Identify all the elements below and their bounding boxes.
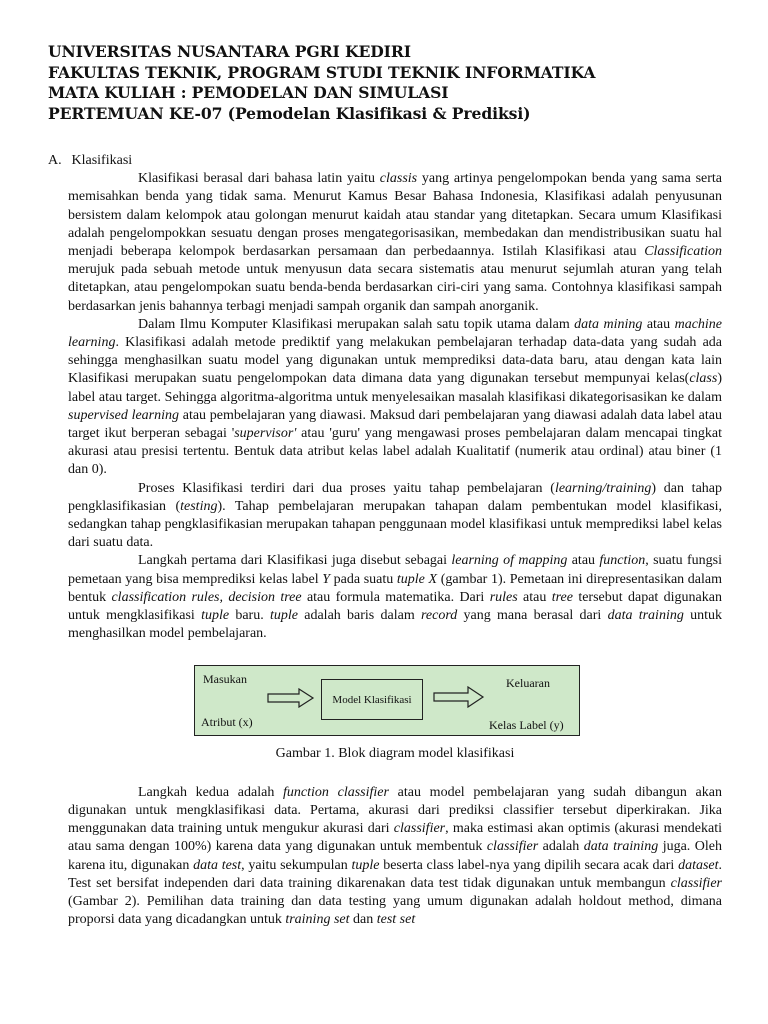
- paragraph-1: Klasifikasi berasal dari bahasa latin yaitu classis yang artinya pengelompokan benda yang sama serta memisahkan benda yang tidak sama. Menurut Kamus Besar Bahasa Indonesia, Klasifikasi adalah penyusunan bersistem dalam kelompok atau golongan menurut kaidah atau standar yang ditetapkan. Secara umum Klasifikasi adalah pengelompokkan sesuatu dengan proses mengategorisasikan, membedakan dan mendistribusikan suatu hal menjadi beberapa kelompok berdasarkan persamaan dan perbedaannya. Istilah Klasifikasi atau Classification merujuk pada sebuah metode untuk menyusun data secara sistematis atau menurut sejumlah aturan yang telah ditetapkan, atau pengelompokan suatu benda-benda berdasarkan ciri-ciri yang sama. Contohnya klasifikasi sampah berdasarkan jenis bahannya terbagi menjadi sampah organik dan sampah anorganik.: [68, 171, 722, 314]
- classification-block-diagram: [194, 665, 580, 736]
- university-name: UNIVERSITAS NUSANTARA PGRI KEDIRI: [48, 42, 411, 61]
- output-arrow-icon: [433, 686, 485, 708]
- faculty-name: FAKULTAS TEKNIK, PROGRAM STUDI TEKNIK INFORMATIKA: [48, 62, 596, 82]
- meeting-title: PERTEMUAN KE-07 (Pemodelan Klasifikasi & Prediksi): [48, 103, 531, 123]
- section-title: Klasifikasi: [71, 153, 133, 168]
- output-label: Kelas Label (y): [489, 718, 564, 733]
- paragraph-3: Proses Klasifikasi terdiri dari dua proses yaitu tahap pembelajaran (learning/training) dan tahap pengklasifikasian (testing). Tahap pembelajaran merupakan tahapan dalam pembentukan model klasifikasi, sedangkan tahap pengklasifikasian merupakan tahapan penggunaan model klasifikasi untuk memprediksi label kelas dari suatu data.: [68, 480, 723, 551]
- course-name: MATA KULIAH : PEMODELAN DAN SIMULASI: [48, 83, 449, 102]
- section-number: A.: [48, 153, 62, 168]
- output-title: Keluaran: [506, 676, 550, 691]
- figure-caption: Gambar 1. Blok diagram model klasifikasi: [275, 746, 515, 762]
- model-box: [321, 679, 423, 720]
- model-label: Model Klasifikasi: [332, 693, 412, 706]
- paragraph-4: Langkah pertama dari Klasifikasi juga disebut sebagai learning of mapping atau function, suatu fungsi pemetaan yang bisa memprediksi kelas label Y pada suatu tuple X (gambar 1). Pemetaan ini direpresentasikan dalam bentuk classification rules, decision tree atau formula matematika. Dari rules atau tree tersebut dapat digunakan untuk mengklasifikasi tuple baru. tuple adalah baris dalam record yang mana berasal dari data training untuk menghasilkan model pembelajaran.: [68, 553, 722, 642]
- section-heading: [48, 152, 722, 170]
- paragraph-5: Langkah kedua adalah function classifier atau model pembelajaran yang sudah dibangun akan digunakan untuk mengklasifikasi data. Pertama, akurasi dari prediksi classifier tersebut diperkirakan. Jika menggunakan data training untuk mengukur akurasi dari classifier, maka estimasi akan optimis (akurasi mendekati atau sama dengan 100%) karena data yang digunakan untuk membentuk classifier adalah data training juga. Oleh karena itu, digunakan data test, yaitu sekumpulan tuple beserta class label-nya yang dipilih secara acak dari dataset. Test set bersifat independen dari data training dikarenakan data test tidak digunakan untuk membangun classifier (Gambar 2). Pemilihan data training dan data testing yang umum digunakan adalah holdout method, dimana proporsi data yang dicadangkan untuk training set dan test set: [68, 784, 723, 928]
- document-body: [48, 152, 722, 929]
- paragraph-2: Dalam Ilmu Komputer Klasifikasi merupakan salah satu topik utama dalam data mining atau machine learning. Klasifikasi adalah metode prediktif yang melakukan pembelajaran terhadap data-data yang sudah ada sehingga menghasilkan suatu model yang digunakan untuk memprediksi data-data baru, atau dengan kata lain Klasifikasi merupakan suatu pengelompokan data dimana data yang digunakan tersebut mempunyai kelas(class) label atau target. Sehingga algoritma-algoritma untuk menyelesaikan masalah klasifikasi dikategorisasikan ke dalam supervised learning atau pembelajaran yang diawasi. Maksud dari pembelajaran yang diawasi adalah data label atau target ikut berperan sebagai 'supervisor' atau 'guru' yang mengawasi proses pembelajaran dalam mencapai tingkat akurasi atau presisi tertentu. Bentuk data atribut kelas label adalah Kualitatif (numerik atau ordinal) atau biner (1 dan 0).: [68, 316, 723, 478]
- input-title: Masukan: [203, 672, 247, 687]
- document-header: [48, 42, 728, 124]
- input-arrow-icon: [267, 688, 315, 708]
- input-label: Atribut (x): [201, 715, 253, 730]
